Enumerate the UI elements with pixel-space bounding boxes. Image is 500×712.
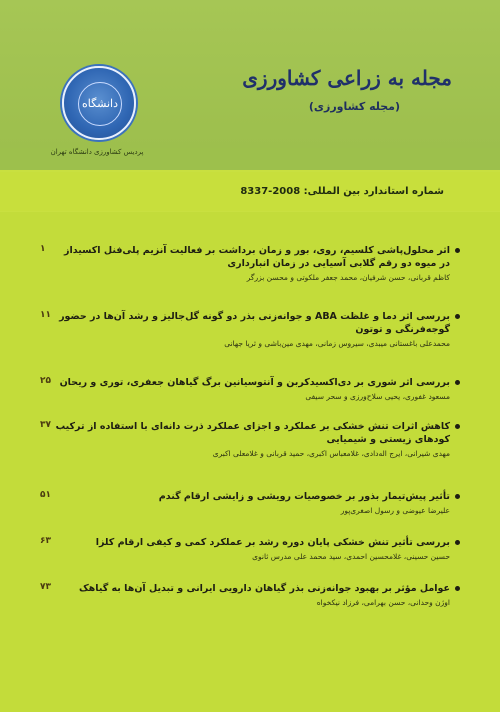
issn-label: شماره استاندارد بین المللی: 2008-8337 [240,186,444,197]
toc-entry[interactable] [40,582,460,608]
toc-entry-title: بررسی اثر دما و غلظت ABA و جوانه‌زنی بذر دو گونه گل‌جالیز و رشد آن‌ها در حضور گوجه‌فرنگی و توتون [59,311,450,335]
logo-caption: پردیس کشاورزی دانشگاه تهران [50,148,144,156]
bullet-icon [455,540,460,545]
university-logo [62,66,136,140]
toc-entry[interactable] [40,376,460,402]
toc-entry-authors: محمدعلی باغستانی میبدی، سیروس زمانی، مهدی مین‌باشی و ثریا جهانی [224,339,450,348]
toc-entry-title: بررسی اثر شوری بر دی‌اکسیدکربن و آنتوسیانین برگ گیاهان جعفری، توری و ریحان [59,377,450,388]
toc-entry-authors: حسین حسینی، غلامحسین احمدی، سید محمد علی مدرس ثانوی [252,552,450,561]
toc-entry-page: ۲۵ [40,376,51,386]
toc-entry-page: ۳۷ [40,420,51,430]
bullet-icon [455,380,460,385]
bullet-icon [455,586,460,591]
toc-entry-authors: علیرضا عیوضی و رسول اصغری‌پور [340,506,450,515]
toc-entry[interactable] [40,310,460,349]
table-of-contents [0,212,500,712]
toc-entry-authors: مسعود غفوری، یحیی سلاح‌ورزی و سحر سیفی [305,392,450,401]
toc-entry-authors: اوژن وحدانی، حسن بهرامی، فرزاد نیکخواه [316,598,450,607]
toc-entry-authors: مهدی شیرانی، ایرج اله‌دادی، غلامعباس اکبری، حمید قربانی و غلامعلی اکبری [212,449,450,458]
logo-emblem: دانشگاه [78,82,122,126]
toc-entry-page: ۶۳ [40,536,51,546]
journal-title: مجله به زراعی کشاورزی [242,66,452,90]
toc-entry[interactable] [40,536,460,562]
bullet-icon [455,424,460,429]
toc-entry[interactable] [40,490,460,516]
toc-entry-page: ۷۳ [40,582,51,592]
bullet-icon [455,314,460,319]
toc-entry-page: ۵۱ [40,490,51,500]
toc-entry-page: ۱۱ [40,310,51,320]
toc-entry-authors: کاظم قربانی، حسن شرفیان، محمد جعفر ملکوتی و محسن بزرگر [246,273,450,282]
toc-entry[interactable] [40,244,460,283]
toc-entry[interactable] [40,420,460,459]
toc-entry-title: بررسی تأثیر تنش خشکی پایان دوره رشد بر عملکرد کمی و کیفی ارقام کلزا [95,537,450,548]
toc-entry-title: کاهش اثرات تنش خشکی بر عملکرد و اجزای عملکرد ذرت دانه‌ای با استفاده از ترکیب کودهای زیستی و شیمیایی [55,421,450,445]
bullet-icon [455,494,460,499]
toc-entry-title: عوامل مؤثر بر بهبود جوانه‌زنی بذر گیاهان دارویی ایرانی و تبدیل آن‌ها به گیاهک [78,583,450,594]
bullet-icon [455,248,460,253]
toc-entry-title: اثر محلول‌پاشی کلسیم، روی، بور و زمان برداشت بر فعالیت آنزیم پلی‌فنل اکسیداز در میوه دو رقم گلابی آسیایی در زمان انبارداری [64,245,450,269]
journal-subtitle: (مجله کشاورزی) [308,100,400,113]
toc-entry-page: ۱ [40,244,46,254]
toc-entry-title: تأثیر پیش‌تیمار بذور بر خصوصیات رویشی و زایشی ارقام گندم [158,491,450,502]
